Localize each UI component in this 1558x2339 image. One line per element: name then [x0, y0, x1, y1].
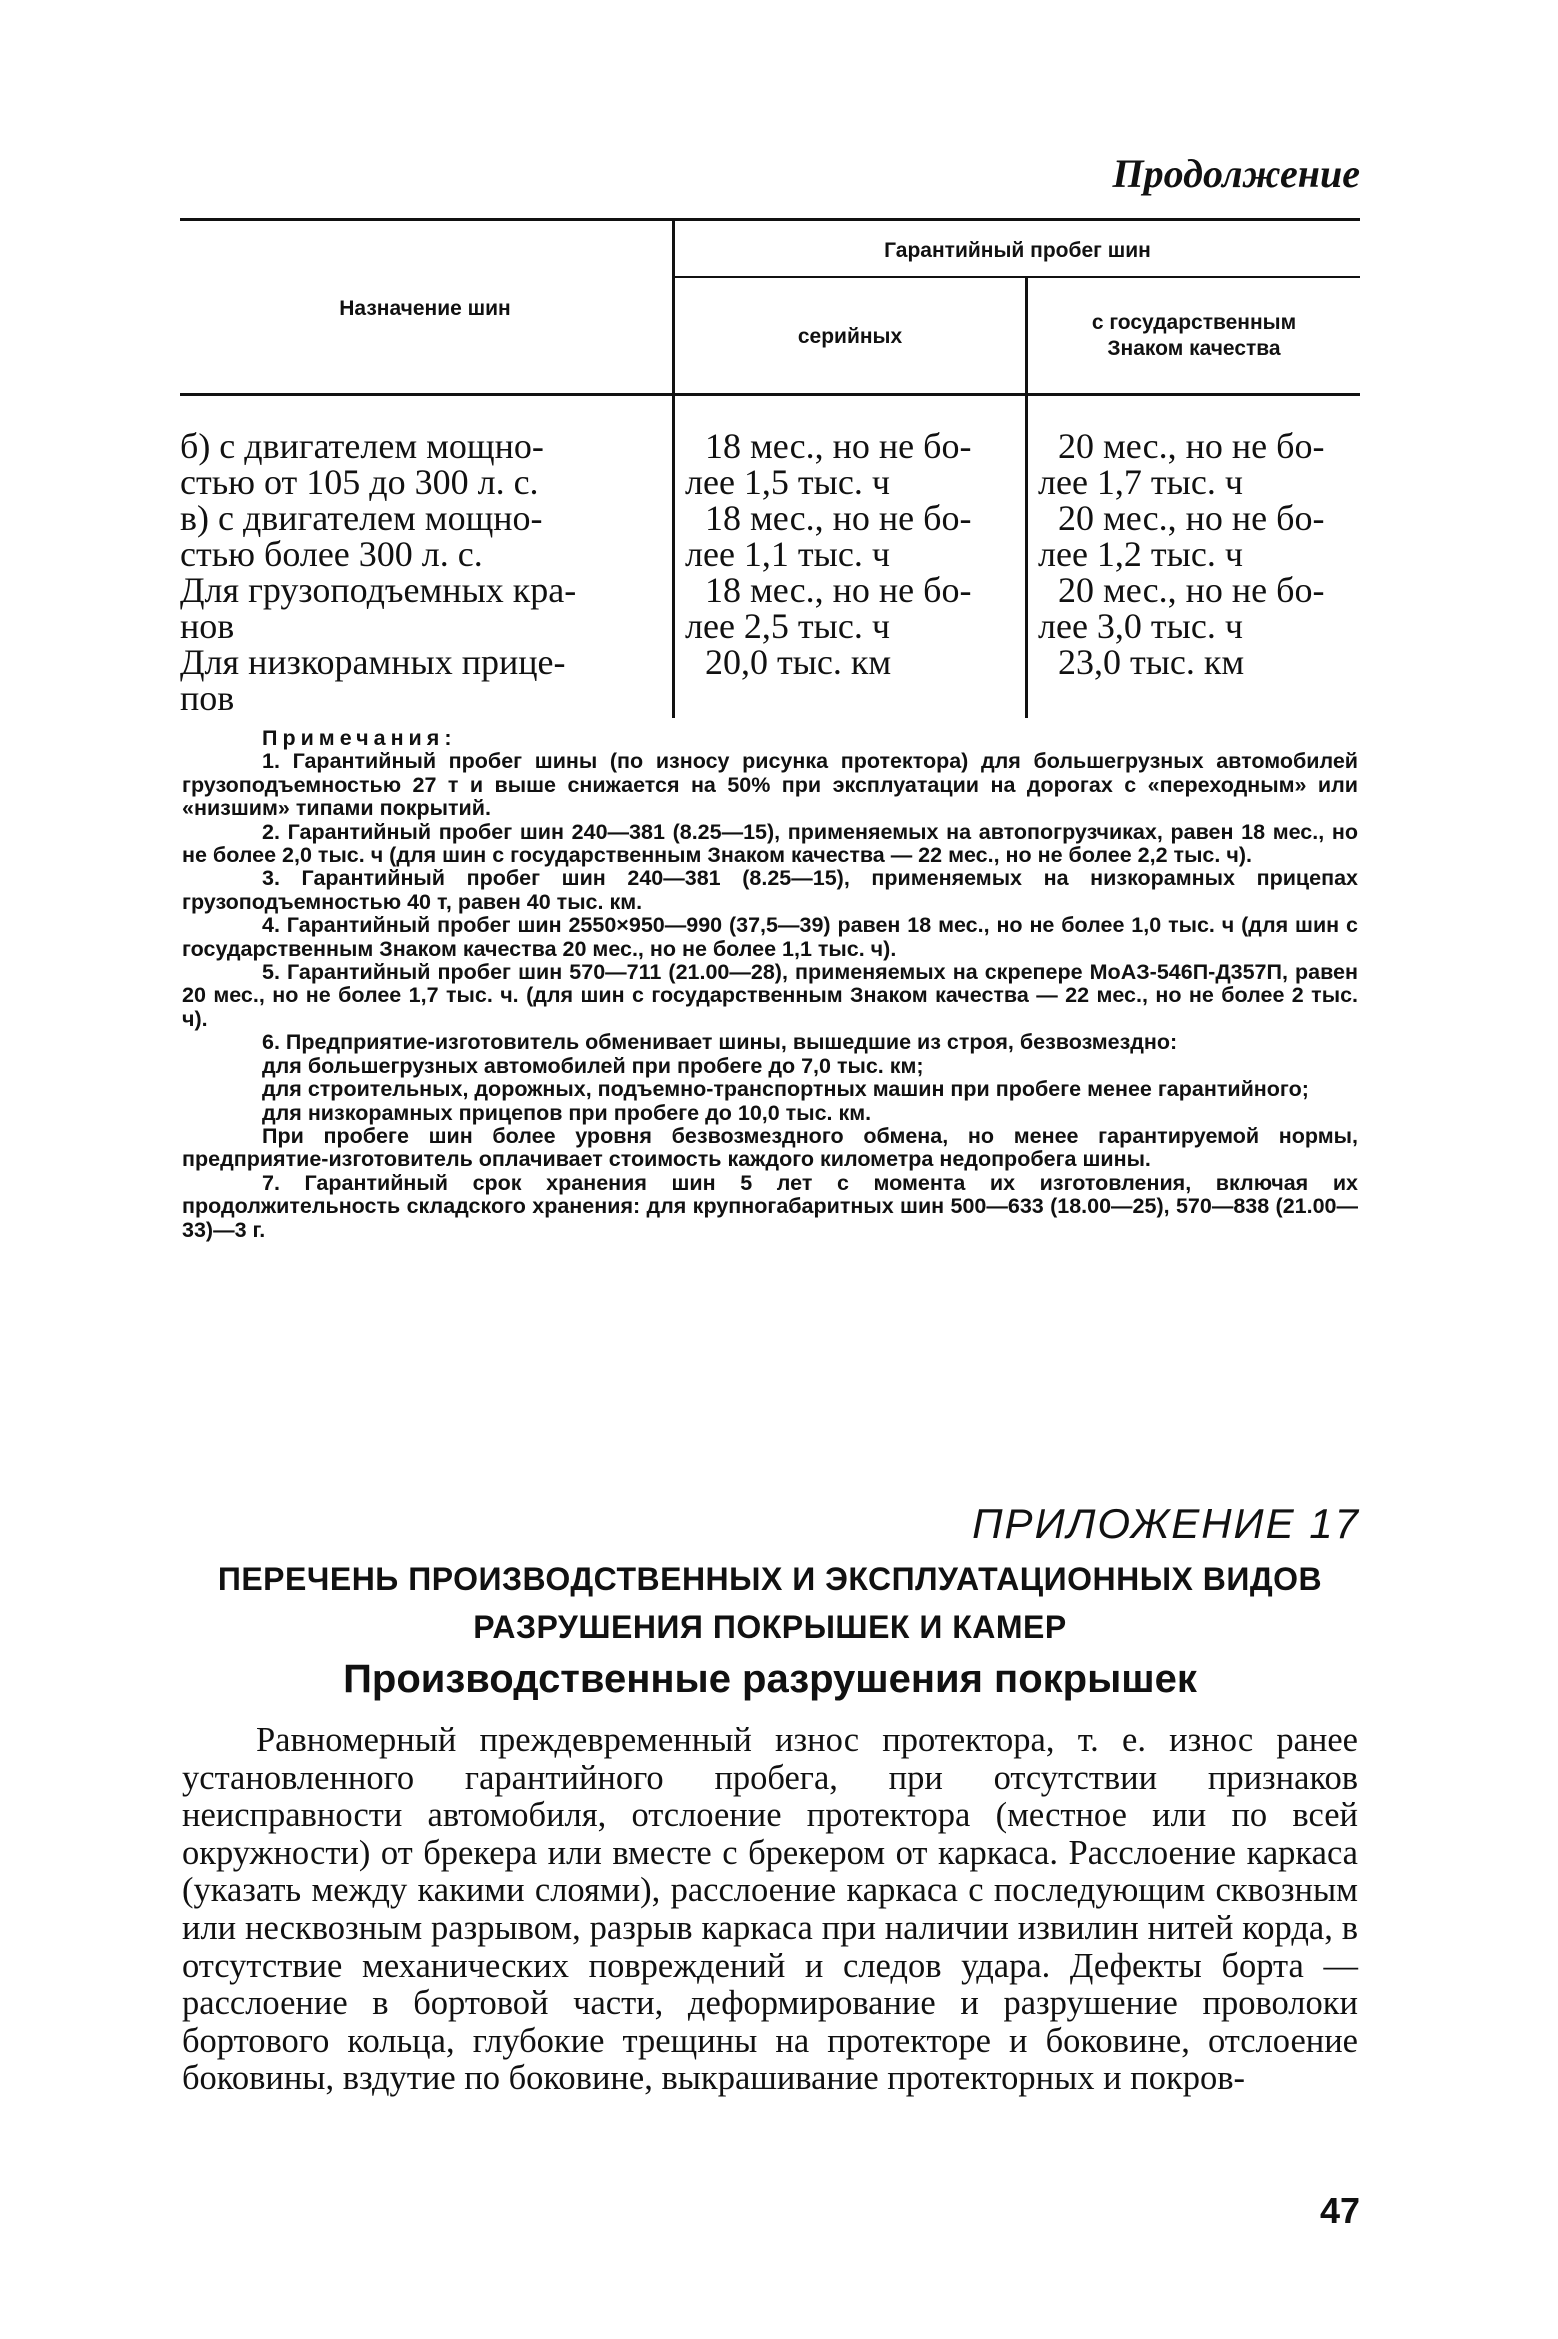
note-7: 7. Гарантийный срок хранения шин 5 лет с момента их изготовления, включая их продолжительность складского хранения: для крупногабаритных шин 500—633 (18.00—25), 570—838 (21.00—33)—3 г. [182, 1170, 1358, 1242]
header-purpose: Назначение шин [339, 297, 511, 320]
note-6-item-3: для низкорамных прицепов при пробеге до 10,0 тыс. км. [262, 1100, 872, 1125]
quality-row-1-line-2: лее 1,7 тыс. ч [1038, 462, 1243, 502]
quality-row-3-line-2: лее 3,0 тыс. ч [1038, 606, 1243, 646]
purpose-row-1-line-2: стью от 105 до 300 л. с. [180, 462, 539, 502]
serial-row-4-line-1: 20,0 тыс. км [705, 642, 892, 682]
warranty-table [180, 218, 1360, 734]
table-group-rule [672, 276, 1360, 278]
note-1: 1. Гарантийный пробег шины (по износу рисунка протектора) для большегрузных автомобилей грузоподъемностью 27 т и выше снижается на 50% при эксплуатации на дорогах с «переходным» или «низшим» типами покрытий. [182, 749, 1358, 821]
body-paragraph: Равномерный преждевременный износ протектора, т. е. износ ранее установленного гарантийного пробега, при отсутствии признаков неисправности автомобиля, отслоение протектора (местное или по всей окружности) от брекера или вместе с брекером от каркаса. Расслоение каркаса (указать между какими слоями), расслоение каркаса с последующим сквозным или несквозным разрывом, разрыв каркаса при наличии извилин нитей корда, в отсутствие механических повреждений и следов удара. Дефекты борта — расслоение в бортовой части, деформирование и разрушение проволоки бортового кольца, глубокие трещины на протекторе и боковине, отслоение боковины, вздутие по боковине, выкрашивание протекторных и покров- [182, 1721, 1358, 2098]
header-warranty-group: Гарантийный пробег шин [884, 239, 1151, 262]
note-6-item-2: для строительных, дорожных, подъемно-транспортных машин при пробеге менее гарантийного; [262, 1077, 1309, 1102]
quality-row-2-line-1: 20 мес., но не бо- [1058, 498, 1325, 538]
section-heading [182, 1555, 1358, 1651]
purpose-row-4-line-2: пов [180, 678, 235, 718]
note-6-remark: При пробеге шин более уровня безвозмездного обмена, но менее гарантируемой нормы, предприятие-изготовитель оплачивает стоимость каждого километра недопробега шины. [182, 1123, 1358, 1172]
purpose-row-2-line-2: стью более 300 л. с. [180, 534, 483, 574]
purpose-row-3-line-1: Для грузоподъемных кра- [180, 570, 577, 610]
header-serial: серийных [797, 325, 903, 348]
serial-column [685, 428, 1021, 680]
table-col-divider-1 [672, 218, 675, 718]
quality-row-3-line-1: 20 мес., но не бо- [1058, 570, 1325, 610]
notes-title: Примечания: [262, 726, 457, 750]
appendix-label: ПРИЛОЖЕНИЕ 17 [972, 1500, 1360, 1547]
table-header-rule [180, 393, 1360, 396]
purpose-column [180, 428, 656, 716]
header-quality-mark [1028, 310, 1360, 362]
serial-row-1-line-1: 18 мес., но не бо- [705, 426, 972, 466]
note-3: 3. Гарантийный пробег шин 240—381 (8.25—15), применяемых на низкорамных прицепах грузоподъемностью 40 т, равен 40 тыс. км. [182, 866, 1358, 914]
header-quality-line-2: Знаком качества [1107, 337, 1281, 360]
serial-row-1-line-2: лее 1,5 тыс. ч [685, 462, 890, 502]
subsection-heading: Производственные разрушения покрышек [343, 1657, 1197, 1701]
body-text [182, 1722, 1358, 2098]
purpose-row-3-line-2: нов [180, 606, 235, 646]
section-heading-line-2: РАЗРУШЕНИЯ ПОКРЫШЕК И КАМЕР [473, 1609, 1067, 1645]
serial-row-2-line-2: лее 1,1 тыс. ч [685, 534, 890, 574]
quality-row-1-line-1: 20 мес., но не бо- [1058, 426, 1325, 466]
table-notes [182, 727, 1358, 1242]
section-heading-line-1: ПЕРЕЧЕНЬ ПРОИЗВОДСТВЕННЫХ И ЭКСПЛУАТАЦИОННЫХ ВИДОВ [217, 1561, 1323, 1597]
quality-row-4-line-1: 23,0 тыс. км [1058, 642, 1245, 682]
serial-row-3-line-2: лее 2,5 тыс. ч [685, 606, 890, 646]
purpose-row-1-line-1: б) с двигателем мощно- [180, 426, 544, 466]
note-6-item-1: для большегрузных автомобилей при пробеге до 7,0 тыс. км; [262, 1053, 924, 1078]
note-2: 2. Гарантийный пробег шин 240—381 (8.25—15), применяемых на автопогрузчиках, равен 18 мес., но не более 2,0 тыс. ч (для шин с государственным Знаком качества — 22 мес., но не более 2,2 тыс. ч). [182, 819, 1358, 868]
serial-row-3-line-1: 18 мес., но не бо- [705, 570, 972, 610]
quality-column [1038, 428, 1360, 680]
serial-row-2-line-1: 18 мес., но не бо- [705, 498, 972, 538]
continuation-label: Продолжение [1112, 151, 1360, 196]
page-number: 47 [1319, 2190, 1360, 2231]
header-quality-line-1: с государственным [1091, 311, 1297, 334]
quality-row-2-line-2: лее 1,2 тыс. ч [1038, 534, 1243, 574]
note-6: 6. Предприятие-изготовитель обменивает шины, вышедшие из строя, безвозмездно: [262, 1030, 1178, 1055]
purpose-row-4-line-1: Для низкорамных прице- [180, 642, 566, 682]
note-5: 5. Гарантийный пробег шин 570—711 (21.00—28), применяемых на скрепере МоАЗ-546П-Д357П, равен 20 мес., но не более 1,7 тыс. ч. (для шин с государственным Знаком качества — 22 мес., но не более 2 тыс. ч). [182, 960, 1358, 1031]
purpose-row-2-line-1: в) с двигателем мощно- [180, 498, 543, 538]
note-4: 4. Гарантийный пробег шин 2550×950—990 (37,5—39) равен 18 мес., но не более 1,0 тыс. ч (для шин с государственным Знаком качества 20 мес., но не более 1,1 тыс. ч). [182, 913, 1358, 961]
table-top-rule [180, 218, 1360, 221]
